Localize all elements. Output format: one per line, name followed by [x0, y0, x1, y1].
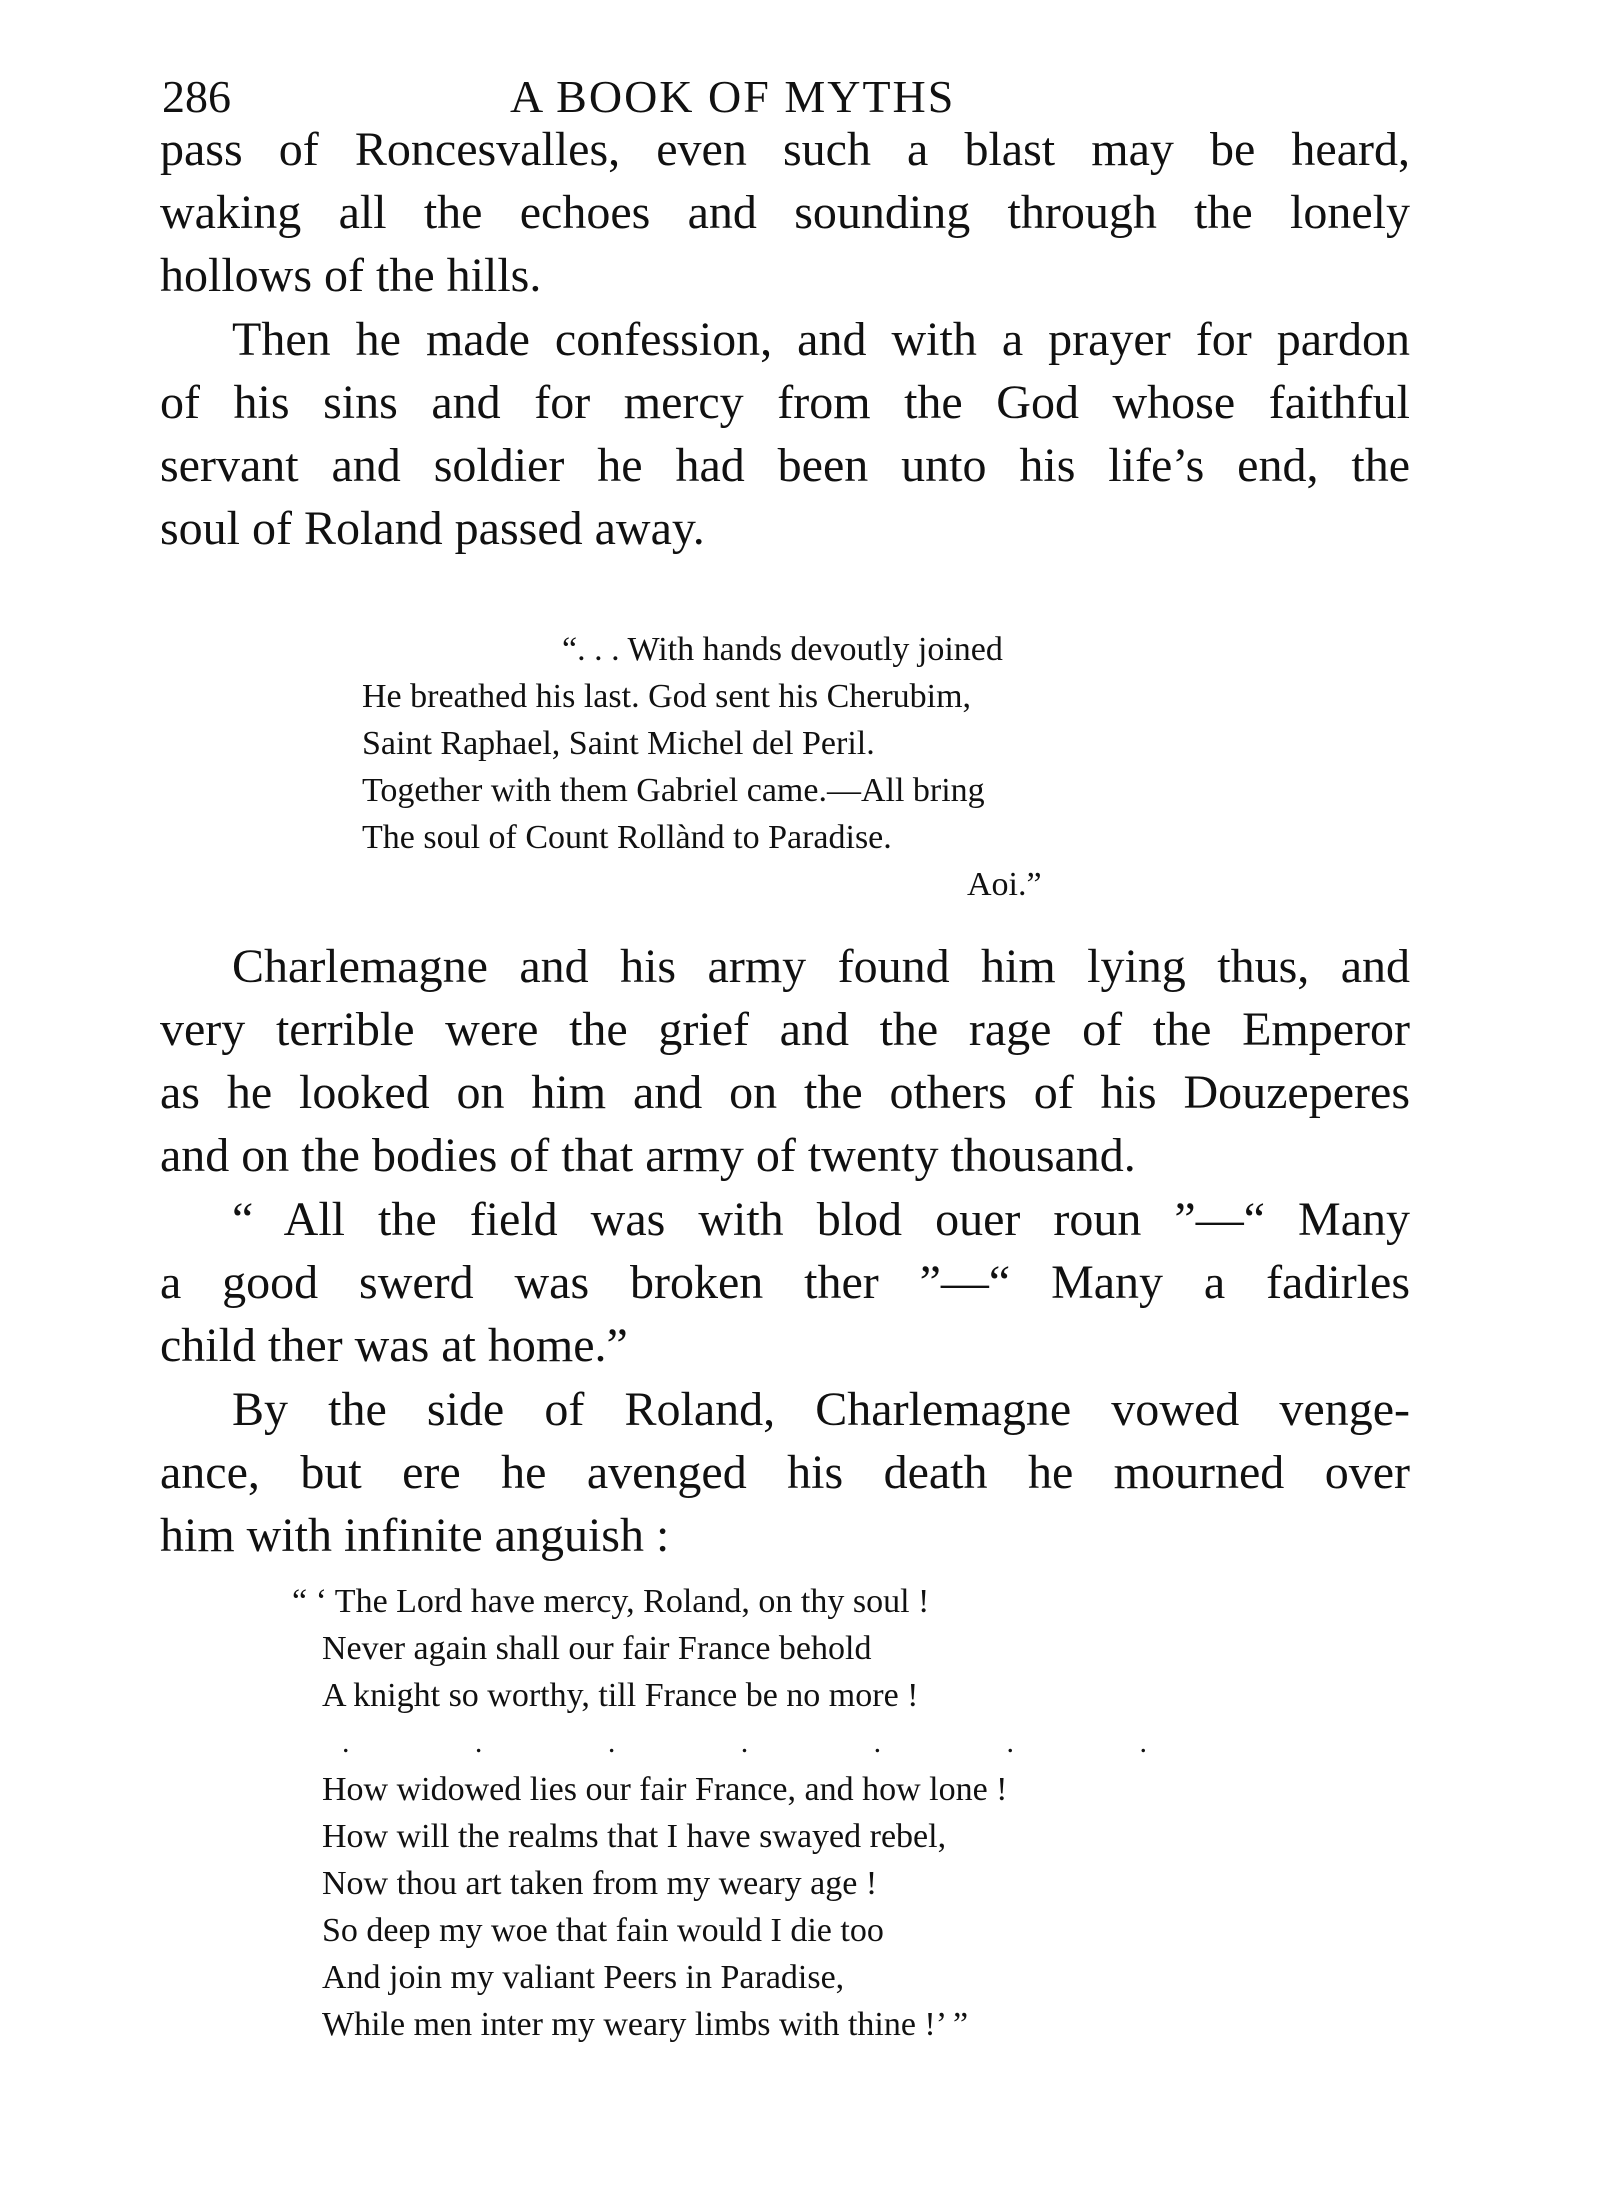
verse-line: A knight so worthy, till France be no more ! [322, 1677, 919, 1714]
ellipsis-dot: . [873, 1726, 882, 1759]
text-line: By the side of Roland, Charlemagne vowed venge- [232, 1383, 1410, 1436]
ellipsis-dot: . [342, 1726, 350, 1759]
text-line: of his sins and for mercy from the God whose faithful [160, 376, 1410, 429]
ellipsis-dot: . [474, 1726, 483, 1759]
ellipsis-row [292, 1719, 1147, 1766]
ellipsis-dot: . [1006, 1726, 1015, 1759]
text-line: and on the bodies of that army of twenty thousand. [160, 1129, 1136, 1182]
text-line: servant and soldier he had been unto his life’s end, the [160, 439, 1410, 492]
text-line: him with infinite anguish : [160, 1509, 670, 1562]
verse-line: The soul of Count Rollànd to Paradise. [362, 819, 892, 856]
paragraph-confession [160, 308, 1410, 560]
verse-line: Now thou art taken from my weary age ! [322, 1865, 878, 1902]
verse-line: And join my valiant Peers in Paradise, [322, 1959, 845, 1996]
verse-line: Never again shall our fair France behold [322, 1630, 872, 1667]
text-line: “ All the field was with blod ouer roun ”—“ Many [232, 1193, 1410, 1246]
text-line: Charlemagne and his army found him lying thus, and [232, 940, 1410, 993]
text-line: a good swerd was broken ther ”—“ Many a fadirles [160, 1256, 1410, 1309]
text-line: child ther was at home.” [160, 1319, 628, 1372]
text-line: pass of Roncesvalles, even such a blast may be heard, [160, 123, 1410, 176]
text-line: Then he made confession, and with a prayer for pardon [232, 313, 1410, 366]
ellipsis-dot: . [1139, 1726, 1147, 1759]
text-line: waking all the echoes and sounding through the lonely [160, 186, 1410, 239]
verse-line: “ ‘ The Lord have mercy, Roland, on thy soul ! [292, 1583, 930, 1620]
text-line: as he looked on him and on the others of his Douzeperes [160, 1066, 1410, 1119]
text-line: hollows of the hills. [160, 249, 542, 302]
verse-line: Together with them Gabriel came.—All bring [362, 772, 985, 809]
verse-line: So deep my woe that fain would I die too [322, 1912, 884, 1949]
paragraph-quotation [160, 1188, 1410, 1377]
running-title: A BOOK OF MYTHS [510, 71, 956, 122]
verse-line: How widowed lies our fair France, and how lone ! [322, 1771, 1008, 1808]
text-line: ance, but ere he avenged his death he mourned over [160, 1446, 1410, 1499]
verse-line: Saint Raphael, Saint Michel del Peril. [362, 725, 875, 762]
text-line: soul of Roland passed away. [160, 502, 705, 555]
page-number: 286 [162, 71, 231, 122]
ellipsis-dot: . [740, 1726, 749, 1759]
verse-line: He breathed his last. God sent his Cherubim, [362, 678, 972, 715]
verse-line: How will the realms that I have swayed rebel, [322, 1818, 947, 1855]
verse-line: Aoi.” [967, 866, 1042, 903]
ellipsis-dot: . [607, 1726, 616, 1759]
verse-lament [292, 1578, 1147, 2048]
verse-cherubim [362, 626, 1042, 908]
verse-line: While men inter my weary limbs with thine !’ ” [322, 2006, 969, 2043]
paragraph-roncesvalles [160, 118, 1410, 307]
paragraph-charlemagne [160, 935, 1410, 1187]
verse-line: “. . . With hands devoutly joined [562, 631, 1003, 668]
paragraph-vengeance [160, 1378, 1410, 1567]
text-line: very terrible were the grief and the rage of the Emperor [160, 1003, 1410, 1056]
